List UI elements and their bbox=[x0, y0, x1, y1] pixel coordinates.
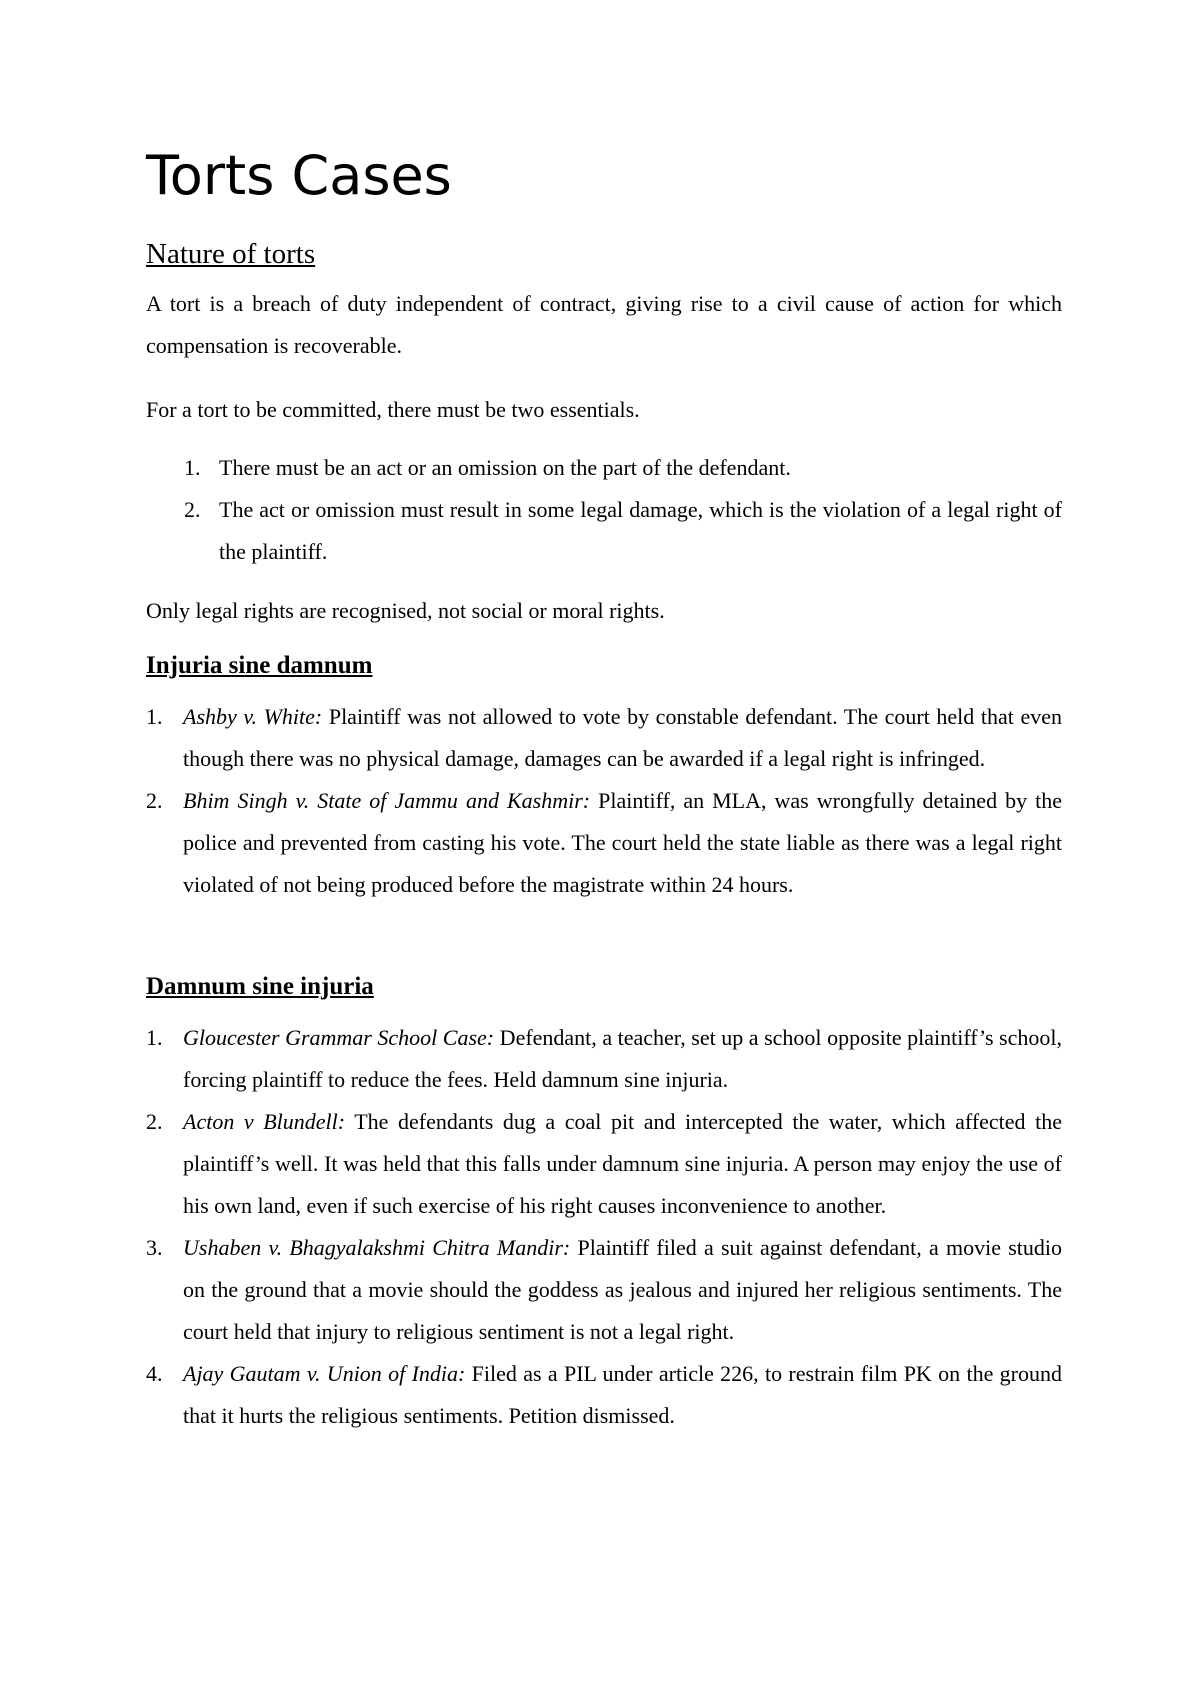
list-item bbox=[146, 447, 1062, 489]
list-item bbox=[146, 696, 1062, 780]
essentials-intro-paragraph: For a tort to be committed, there must be two essentials. bbox=[146, 397, 640, 422]
list-number: 1. bbox=[146, 704, 163, 729]
damnum-cases-list bbox=[146, 1017, 1062, 1437]
tort-definition-paragraph: A tort is a breach of duty independent of contract, giving rise to a civil cause of action for which compensation is recoverable. bbox=[146, 291, 1062, 358]
legal-rights-note: Only legal rights are recognised, not social or moral rights. bbox=[146, 598, 665, 623]
section-heading-injuria-sine-damnum: Injuria sine damnum bbox=[146, 652, 373, 679]
list-item bbox=[146, 489, 1062, 573]
list-number: 3. bbox=[146, 1235, 163, 1260]
list-number: 2. bbox=[146, 788, 163, 813]
case-summary: Filed as a PIL under article 226, to restrain film PK on the ground that it hurts the religious sentiments. Petition dismissed. bbox=[183, 1361, 1062, 1428]
list-number: 2. bbox=[184, 497, 201, 522]
section-heading-nature-of-torts: Nature of torts bbox=[146, 238, 316, 270]
case-name: Ashby v. White: bbox=[183, 704, 323, 729]
section-heading-damnum-sine-injuria: Damnum sine injuria bbox=[146, 973, 374, 1000]
list-number: 1. bbox=[184, 455, 201, 480]
case-summary: The defendants dug a coal pit and intercepted the water, which affected the plaintiff’s well. It was held that this falls under damnum sine injuria. A person may enjoy the use of his own land, even if such exercise of his right causes inconvenience to another. bbox=[183, 1109, 1062, 1218]
list-number: 4. bbox=[146, 1361, 163, 1386]
case-summary: Defendant, a teacher, set up a school opposite plaintiff’s school, forcing plaintiff to reduce the fees. Held damnum sine injuria. bbox=[183, 1025, 1062, 1092]
list-item bbox=[146, 1353, 1062, 1437]
case-name: Acton v Blundell: bbox=[183, 1109, 346, 1134]
injuria-cases-list bbox=[146, 696, 1062, 906]
list-number: 2. bbox=[146, 1109, 163, 1134]
list-item bbox=[146, 780, 1062, 906]
case-summary: Plaintiff filed a suit against defendant, a movie studio on the ground that a movie should the goddess as jealous and injured her religious sentiments. The court held that injury to religious sentiment is not a legal right. bbox=[183, 1235, 1062, 1344]
list-item-text: The act or omission must result in some legal damage, which is the violation of a legal right of the plaintiff. bbox=[219, 497, 1062, 564]
case-name: Ushaben v. Bhagyalakshmi Chitra Mandir: bbox=[183, 1235, 571, 1260]
case-name: Bhim Singh v. State of Jammu and Kashmir: bbox=[183, 788, 591, 813]
case-name: Gloucester Grammar School Case: bbox=[183, 1025, 495, 1050]
case-name: Ajay Gautam v. Union of India: bbox=[183, 1361, 466, 1386]
page-title: Torts Cases bbox=[146, 144, 452, 207]
case-summary: Plaintiff, an MLA, was wrongfully detained by the police and prevented from casting his vote. The court held the state liable as there was a legal right violated of not being produced before the magistrate within 24 hours. bbox=[183, 788, 1062, 897]
list-item bbox=[146, 1101, 1062, 1227]
case-summary: Plaintiff was not allowed to vote by constable defendant. The court held that even though there was no physical damage, damages can be awarded if a legal right is infringed. bbox=[183, 704, 1062, 771]
list-item bbox=[146, 1227, 1062, 1353]
list-item bbox=[146, 1017, 1062, 1101]
essentials-list bbox=[146, 447, 1062, 573]
list-item-text: There must be an act or an omission on the part of the defendant. bbox=[219, 455, 791, 480]
list-number: 1. bbox=[146, 1025, 163, 1050]
